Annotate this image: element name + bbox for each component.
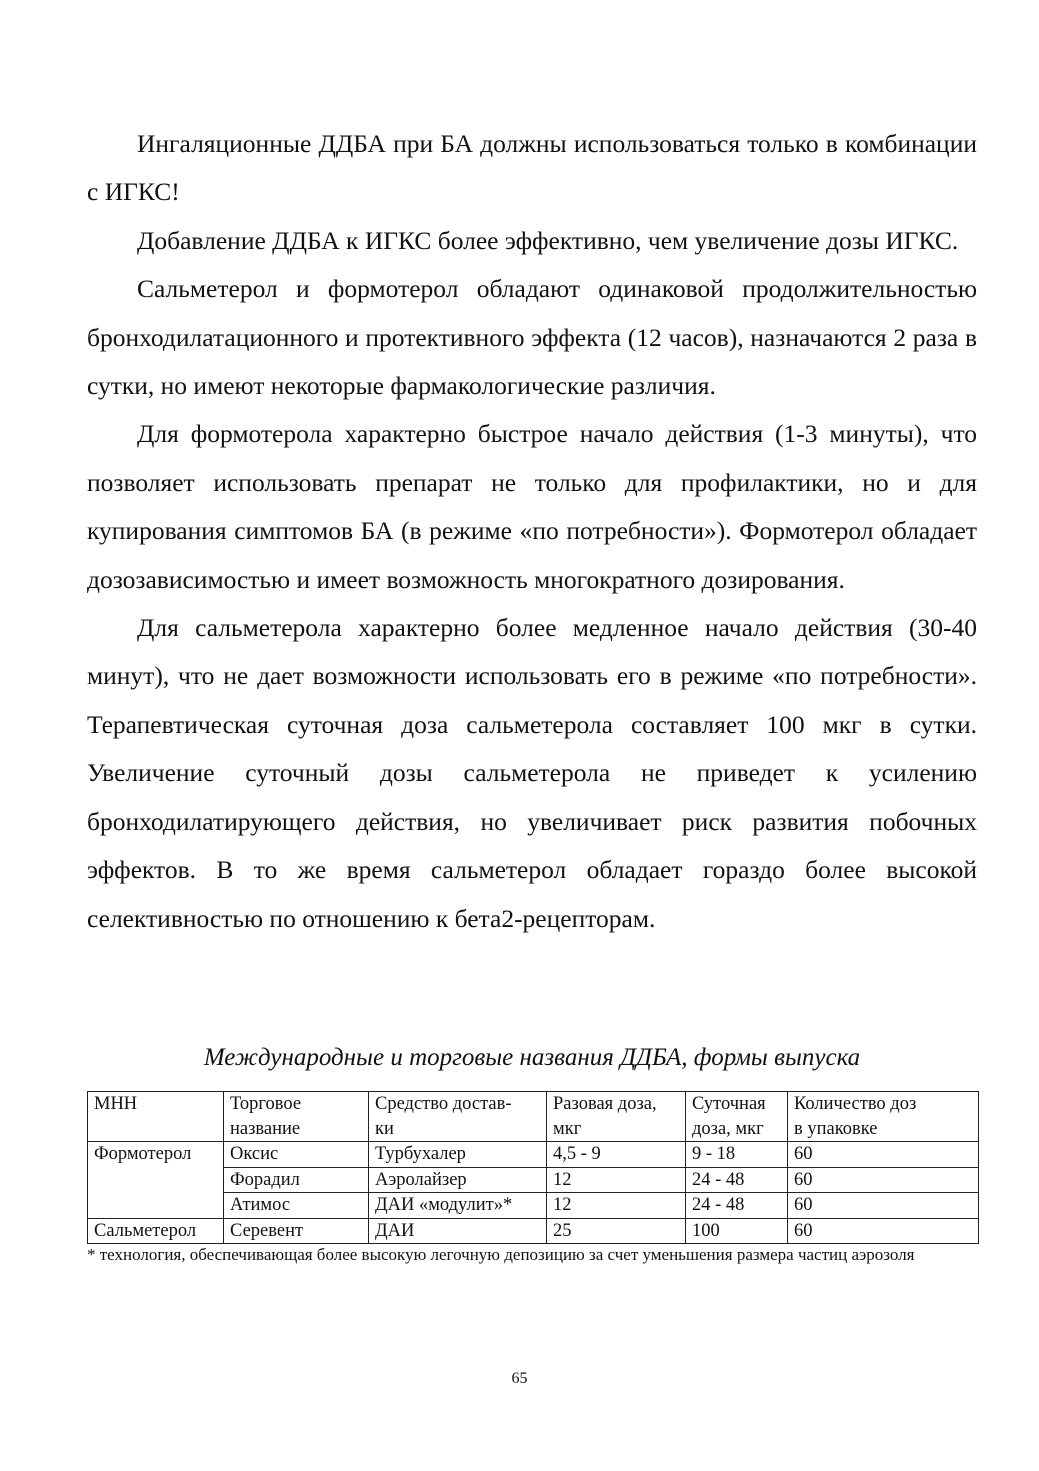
table-caption: Международные и торговые названия ДДБА, формы выпуска (203, 1044, 861, 1071)
cell-daily-dose: 9 - 18 (686, 1142, 788, 1168)
body-text (87, 120, 977, 943)
cell-trade-name: Оксис (224, 1142, 369, 1168)
table-header-row (88, 1092, 979, 1142)
header-mnn (88, 1092, 224, 1142)
header-trade-name (224, 1092, 369, 1142)
cell-mnn: Сальметерол (88, 1218, 224, 1244)
cell-daily-dose: 24 - 48 (686, 1167, 788, 1193)
cell-trade-name: Атимос (224, 1193, 369, 1219)
header-line: Средство достав- (375, 1094, 512, 1114)
drug-table (87, 1091, 979, 1244)
cell-single-dose: 12 (547, 1193, 686, 1219)
cell-daily-dose: 100 (686, 1218, 788, 1244)
cell-delivery-device: Турбухалер (369, 1142, 547, 1168)
header-line: Торговое (230, 1094, 302, 1114)
cell-delivery-device: Аэролайзер (369, 1167, 547, 1193)
header-single-dose (547, 1092, 686, 1142)
paragraph: Ингаляционные ДДБА при БА должны использоваться только в комбинации с ИГКС! (87, 129, 977, 207)
header-line: Суточная (692, 1094, 766, 1114)
header-daily-dose (686, 1092, 788, 1142)
header-delivery-device (369, 1092, 547, 1142)
cell-mnn: Формотерол (88, 1142, 224, 1219)
header-dose-count (788, 1092, 979, 1142)
table-row (88, 1218, 979, 1244)
paragraph: Добавление ДДБА к ИГКС более эффективно, чем увеличение дозы ИГКС. (137, 225, 959, 255)
cell-dose-count: 60 (788, 1218, 979, 1244)
paragraph: Для формотерола характерно быстрое начало действия (1-3 минуты), что позволяет использовать препарат не только для профилактики, но и для купирования симптомов БА (в режиме «по потребности»). Формотерол обладает дозозависимостью и имеет возможность многократного дозирования. (87, 419, 977, 594)
header-line: ки (375, 1118, 394, 1139)
header-line: Разовая доза, (553, 1094, 657, 1114)
header-line: МНН (94, 1094, 138, 1114)
paragraph: Сальметерол и формотерол обладают одинаковой продолжительностью бронходилатационного и протективного эффекта (12 часов), назначаются 2 раза в сутки, но имеют некоторые фармакологические различия. (87, 274, 977, 401)
header-line: в упаковке (794, 1118, 878, 1139)
cell-dose-count: 60 (788, 1193, 979, 1219)
cell-daily-dose: 24 - 48 (686, 1193, 788, 1219)
paragraph: Для сальметерола характерно более медленное начало действия (30-40 минут), что не дает возможности использовать его в режиме «по потребности». Терапевтическая суточная доза сальметерола составляет 100 мкг в сутки. Увеличение суточный дозы сальметерола не приведет к усилению бронходилатирующего действия, но увеличивает риск развития побочных эффектов. В то же время сальметерол обладает гораздо более высокой селективностью по отношению к бета2-рецепторам. (87, 613, 977, 933)
header-line: доза, мкг (692, 1118, 764, 1139)
cell-dose-count: 60 (788, 1167, 979, 1193)
header-line: название (230, 1118, 301, 1139)
cell-trade-name: Серевент (224, 1218, 369, 1244)
table-footnote: * технология, обеспечивающая более высокую легочную депозицию за счет уменьшения размера частиц аэрозоля (87, 1245, 915, 1264)
cell-delivery-device: ДАИ (369, 1218, 547, 1244)
cell-single-dose: 25 (547, 1218, 686, 1244)
page-number: 65 (511, 1370, 528, 1387)
cell-trade-name: Форадил (224, 1167, 369, 1193)
table-row (88, 1142, 979, 1168)
cell-dose-count: 60 (788, 1142, 979, 1168)
cell-single-dose: 12 (547, 1167, 686, 1193)
header-line: Количество доз (794, 1094, 917, 1114)
cell-delivery-device: ДАИ «модулит»* (369, 1193, 547, 1219)
cell-single-dose: 4,5 - 9 (547, 1142, 686, 1168)
header-line: мкг (553, 1118, 582, 1139)
